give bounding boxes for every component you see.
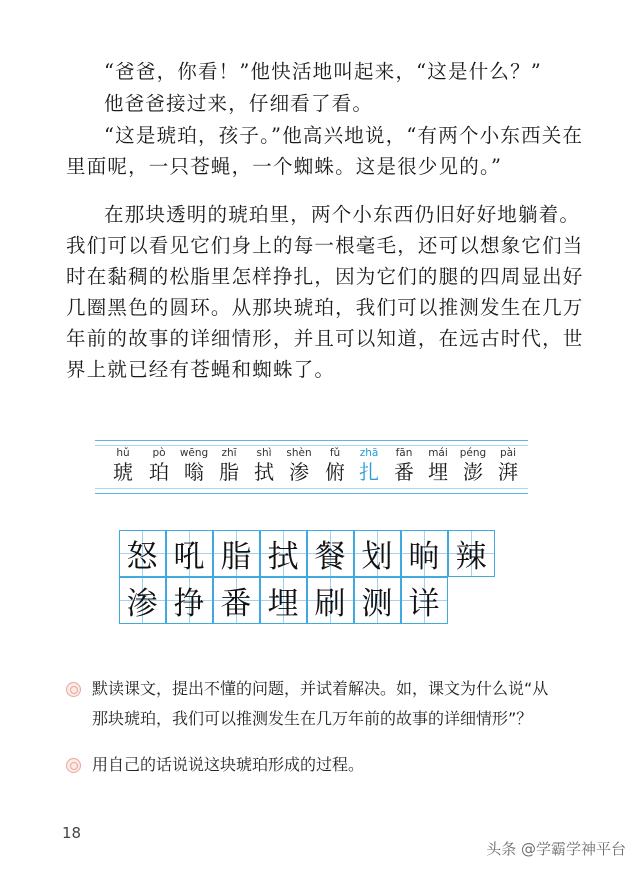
grid-character: 详	[408, 586, 440, 622]
watermark: 头条 @学霸学神平台	[486, 840, 626, 858]
grid-cell	[119, 577, 166, 624]
page-number: 18	[62, 824, 82, 842]
pinyin: shèn	[286, 447, 312, 459]
exercise-1	[66, 674, 586, 734]
pinyin: péng	[459, 447, 487, 459]
vocab-word	[386, 447, 422, 485]
text-line: 几圈黑色的圆环。从那块琥珀，我们可以推测发生在几万	[66, 296, 584, 319]
vocab-word	[281, 447, 317, 485]
grid-cell	[260, 530, 307, 577]
vocab-word	[490, 447, 526, 485]
hanzi: 俯	[325, 460, 345, 484]
hanzi: 嗡	[184, 460, 204, 484]
grid-character: 挣	[173, 586, 205, 622]
grid-character: 埋	[267, 586, 299, 622]
pinyin: zhī	[221, 447, 237, 459]
vocab-word	[176, 447, 212, 485]
grid-cell	[307, 530, 354, 577]
grid-cell	[213, 530, 260, 577]
grid-character: 吼	[173, 539, 205, 575]
hanzi: 番	[394, 460, 414, 484]
pinyin: mái	[428, 447, 448, 459]
text-line: 年前的故事的详细情形，并且可以知道，在远古时代，世	[66, 327, 584, 350]
grid-character: 怒	[126, 539, 158, 575]
grid-character: 餐	[314, 539, 346, 575]
pinyin: hǔ	[116, 447, 130, 459]
hanzi: 埋	[428, 460, 448, 484]
grid-cell	[119, 530, 166, 577]
hanzi: 扎	[359, 460, 379, 484]
grid-character: 番	[220, 586, 252, 622]
grid-cell	[213, 577, 260, 624]
text-line: 界上就已经有苍蝇和蜘蛛了。	[66, 358, 336, 381]
exercise-bullet-icon	[66, 682, 81, 697]
hanzi: 澎	[463, 460, 483, 484]
vocab-word	[455, 447, 491, 485]
text-line: “这是琥珀，孩子。”他高兴地说，“有两个小东西关在	[104, 124, 584, 147]
text-line: “爸爸，你看！”他快活地叫起来，“这是什么？”	[104, 60, 542, 83]
vocab-word	[211, 447, 247, 485]
hanzi: 渗	[289, 460, 309, 484]
hanzi: 湃	[498, 460, 518, 484]
paragraph-4	[66, 199, 584, 385]
vocab-word	[141, 447, 177, 485]
exercise-2	[66, 750, 586, 780]
pinyin-vocabulary-box	[95, 440, 528, 494]
exercise-line: 默读课文，提出不懂的问题，并试着解决。如，课文为什么说“从	[92, 679, 549, 698]
grid-character: 晌	[408, 539, 440, 575]
grid-cell	[354, 530, 401, 577]
grid-character: 刷	[314, 586, 346, 622]
hanzi: 拭	[254, 460, 274, 484]
grid-character: 脂	[220, 539, 252, 575]
pinyin: wēng	[179, 447, 209, 459]
grid-character: 辣	[455, 539, 487, 575]
vocab-word	[105, 447, 141, 485]
text-line: 里面呢，一只苍蝇，一个蜘蛛。这是很少见的。”	[66, 155, 503, 178]
paragraph-3	[66, 120, 584, 182]
paragraph-1	[66, 56, 614, 87]
grid-cell	[401, 530, 448, 577]
hanzi: 珀	[149, 460, 169, 484]
text-line: 在那块透明的琥珀里，两个小东西仍旧好好地躺着。	[104, 203, 581, 226]
hanzi: 脂	[219, 460, 239, 484]
vocab-word	[420, 447, 456, 485]
pinyin: fǔ	[329, 447, 341, 459]
grid-cell	[260, 577, 307, 624]
grid-cell	[448, 530, 495, 577]
grid-cell	[354, 577, 401, 624]
paragraph-2	[66, 88, 614, 119]
vocab-word-highlighted	[351, 447, 387, 485]
pinyin: zhā	[359, 447, 379, 459]
grid-character: 渗	[126, 586, 158, 622]
grid-character: 测	[361, 586, 393, 622]
pinyin: pò	[152, 447, 166, 459]
exercise-line: 用自己的话说说这块琥珀形成的过程。	[92, 755, 365, 774]
grid-cell	[401, 577, 448, 624]
grid-character: 拭	[267, 539, 299, 575]
grid-cell	[307, 577, 354, 624]
pinyin: pài	[499, 447, 517, 459]
text-line: 时在黏稠的松脂里怎样挣扎，因为它们的腿的四周显出好	[66, 265, 584, 288]
exercise-bullet-icon	[66, 758, 81, 773]
pinyin: fān	[395, 447, 413, 459]
exercise-line: 那块琥珀，我们可以推测发生在几万年前的故事的详细情形”？	[92, 709, 533, 728]
text-line: 我们可以看见它们身上的每一根毫毛，还可以想象它们当	[66, 234, 584, 257]
pinyin: shì	[256, 447, 272, 459]
vocab-word	[246, 447, 282, 485]
text-line: 他爸爸接过来，仔细看了看。	[104, 92, 374, 115]
grid-character: 划	[361, 539, 393, 575]
vocab-word	[317, 447, 353, 485]
hanzi: 琥	[113, 460, 133, 484]
grid-cell	[166, 577, 213, 624]
grid-cell	[166, 530, 213, 577]
